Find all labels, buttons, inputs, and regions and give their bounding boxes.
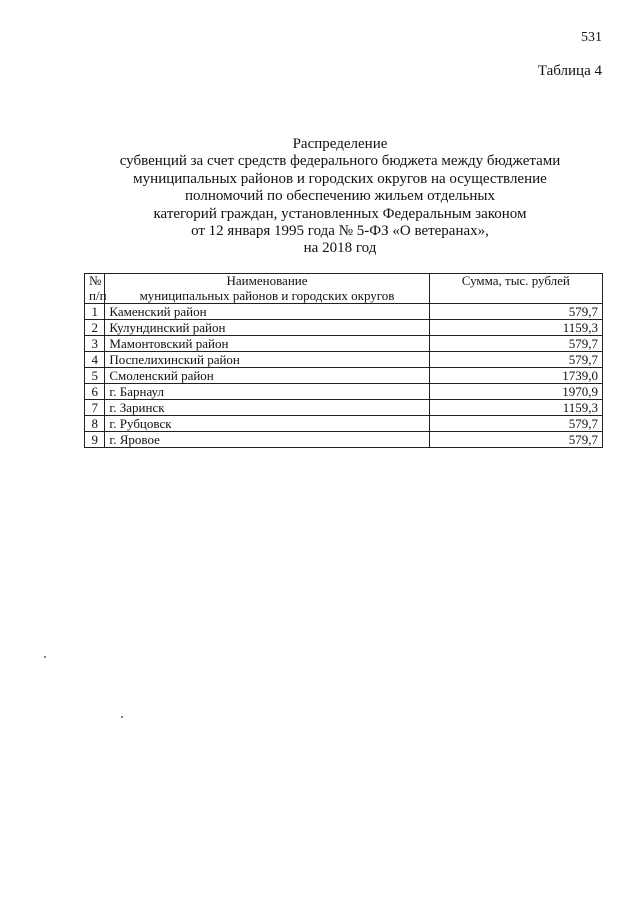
- row-name: г. Заринск: [105, 400, 429, 416]
- table-row: [85, 416, 603, 432]
- header-num-line1: №: [89, 273, 102, 288]
- title-line: на 2018 год: [303, 240, 377, 257]
- row-name: Поспелихинский район: [105, 352, 429, 368]
- row-name: Каменский район: [105, 304, 429, 320]
- row-name: г. Рубцовск: [105, 416, 429, 432]
- row-sum: 579,7: [429, 304, 602, 320]
- scan-speck: [44, 656, 46, 658]
- subvention-table: [84, 273, 603, 448]
- row-number: 6: [85, 384, 105, 400]
- header-name-line1: Наименование: [226, 273, 308, 288]
- header-name: [105, 274, 429, 304]
- page-number: 531: [581, 30, 602, 45]
- table-row: [85, 400, 603, 416]
- table-row: [85, 304, 603, 320]
- row-sum: 1159,3: [429, 320, 602, 336]
- row-name: Смоленский район: [105, 368, 429, 384]
- header-sum: [429, 274, 602, 304]
- title-line: полномочий по обеспечению жильем отдельных: [185, 188, 495, 205]
- title-line: субвенций за счет средств федерального бюджета между бюджетами: [119, 153, 561, 170]
- row-name: г. Барнаул: [105, 384, 429, 400]
- table-row: [85, 352, 603, 368]
- title-line: категорий граждан, установленных Федеральным законом: [153, 205, 527, 222]
- row-sum: 579,7: [429, 336, 602, 352]
- row-number: 3: [85, 336, 105, 352]
- table-row: [85, 432, 603, 448]
- table-row: [85, 368, 603, 384]
- row-sum: 1970,9: [429, 384, 602, 400]
- title-line: муниципальных районов и городских округов на осуществление: [133, 170, 547, 187]
- row-number: 5: [85, 368, 105, 384]
- table-row: [85, 384, 603, 400]
- title-line: Распределение: [292, 136, 388, 152]
- row-name: Мамонтовский район: [105, 336, 429, 352]
- row-number: 2: [85, 320, 105, 336]
- row-number: 1: [85, 304, 105, 320]
- table-row: [85, 320, 603, 336]
- row-number: 8: [85, 416, 105, 432]
- header-sum-label: Сумма, тыс. рублей: [461, 273, 570, 288]
- row-sum: 1739,0: [429, 368, 602, 384]
- document-title: [60, 136, 620, 258]
- row-sum: 579,7: [429, 352, 602, 368]
- row-name: Кулундинский район: [105, 320, 429, 336]
- table-row: [85, 336, 603, 352]
- scan-speck: [121, 716, 123, 718]
- row-sum: 1159,3: [429, 400, 602, 416]
- row-number: 7: [85, 400, 105, 416]
- row-number: 9: [85, 432, 105, 448]
- title-line: от 12 января 1995 года № 5-ФЗ «О ветеранах»,: [191, 223, 489, 240]
- header-num: [85, 274, 105, 304]
- header-name-line2: муниципальных районов и городских округов: [139, 287, 395, 303]
- row-sum: 579,7: [429, 432, 602, 448]
- row-sum: 579,7: [429, 416, 602, 432]
- row-number: 4: [85, 352, 105, 368]
- header-num-line2: п/п: [89, 287, 107, 303]
- row-name: г. Яровое: [105, 432, 429, 448]
- table-label: Таблица 4: [537, 63, 602, 79]
- table-header-row: [85, 274, 603, 304]
